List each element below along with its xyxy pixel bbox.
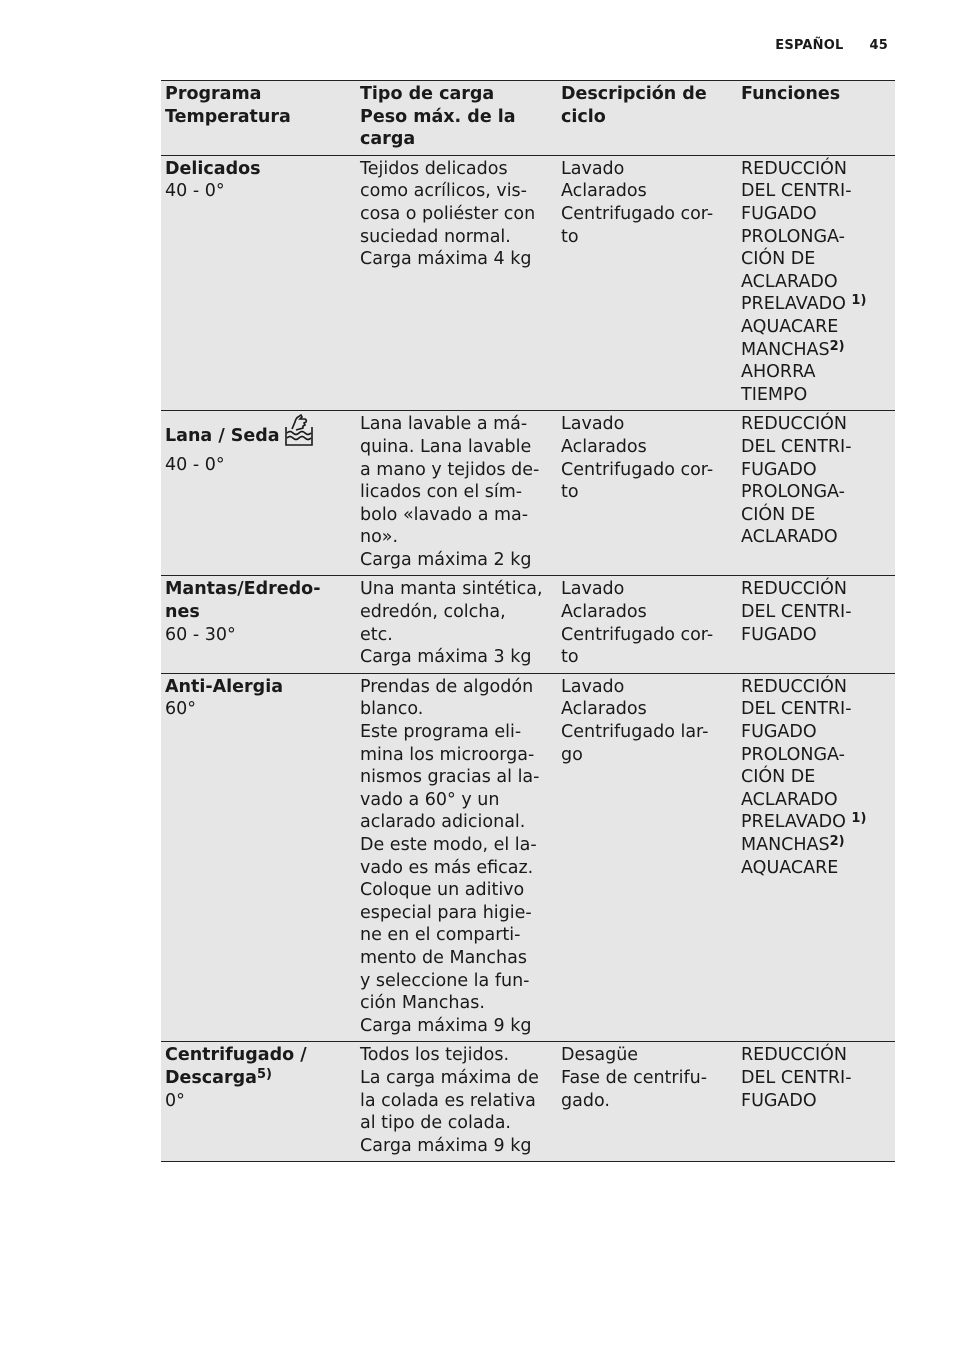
- program-temperature: 60°: [165, 699, 197, 720]
- text-line: bolo «lavado a ma-: [360, 504, 529, 525]
- load-description-cell: [356, 1042, 557, 1162]
- table-header-row: [161, 81, 895, 156]
- cycle-description-cell: [557, 411, 737, 576]
- function-line: MANCHAS$^{2)}$: [741, 834, 845, 855]
- function-line: PROLONGA-: [741, 482, 845, 503]
- text-line: aclarado adicional.: [360, 812, 526, 833]
- cycle-description-cell: [557, 673, 737, 1042]
- text-line: quina. Lana lavable: [360, 436, 532, 457]
- text-line: ción Manchas.: [360, 993, 485, 1014]
- footnote-marker: 2): [829, 338, 845, 354]
- program-name: Descarga$^{5)}$: [165, 1066, 272, 1088]
- function-line: AQUACARE: [741, 316, 839, 337]
- functions-cell: [737, 673, 895, 1042]
- program-name: Anti-Alergia: [165, 676, 284, 697]
- column-header-program: Programa Temperatura: [165, 84, 291, 127]
- text-line: Coloque un aditivo: [360, 880, 525, 901]
- table-row: [161, 1042, 895, 1162]
- text-line: gado.: [561, 1090, 610, 1111]
- load-description-cell: [356, 155, 557, 411]
- text-line: suciedad normal.: [360, 226, 511, 247]
- load-description-cell: [356, 576, 557, 673]
- function-line: AHORRA: [741, 362, 816, 383]
- text-line: Aclarados: [561, 699, 647, 720]
- load-description-cell: [356, 673, 557, 1042]
- text-line: licados con el sím-: [360, 482, 523, 503]
- table-row: [161, 576, 895, 673]
- text-line: Aclarados: [561, 436, 647, 457]
- text-line: mina los microorga-: [360, 744, 535, 765]
- function-line: ACLARADO: [741, 789, 838, 810]
- text-line: Aclarados: [561, 602, 647, 623]
- function-line: DEL CENTRI-: [741, 1067, 852, 1088]
- function-line: REDUCCIÓN: [741, 158, 847, 179]
- function-line: CIÓN DE: [741, 249, 816, 270]
- program-temperature: 0°: [165, 1090, 185, 1111]
- function-line: DEL CENTRI-: [741, 602, 852, 623]
- text-line: Centrifugado cor-: [561, 203, 714, 224]
- text-line: etc.: [360, 624, 393, 645]
- cycle-description-cell: [557, 576, 737, 673]
- text-line: Fase de centrifu-: [561, 1067, 708, 1088]
- footnote-marker: 1): [851, 811, 867, 827]
- text-line: Carga máxima 9 kg: [360, 1135, 532, 1156]
- function-line: CIÓN DE: [741, 504, 816, 525]
- text-line: Centrifugado lar-: [561, 722, 709, 743]
- text-line: Centrifugado cor-: [561, 459, 714, 480]
- text-line: Prendas de algodón: [360, 676, 534, 697]
- program-temperature: 40 - 0°: [165, 181, 225, 202]
- function-line: DEL CENTRI-: [741, 181, 852, 202]
- program-cell: [161, 1042, 356, 1162]
- column-header-load: Tipo de carga Peso máx. de la carga: [360, 84, 516, 150]
- text-line: vado a 60° y un: [360, 789, 500, 810]
- text-line: Carga máxima 4 kg: [360, 249, 532, 270]
- text-line: Desagüe: [561, 1045, 639, 1066]
- column-header-cycle: Descripción de ciclo: [561, 84, 707, 127]
- text-line: como acrílicos, vis-: [360, 181, 527, 202]
- function-line: PRELAVADO $^{1)}$: [741, 293, 867, 315]
- table-row: [161, 155, 895, 411]
- text-line: Tejidos delicados: [360, 158, 508, 179]
- function-line: AQUACARE: [741, 857, 839, 878]
- section-title: ESPAÑOL: [775, 38, 844, 53]
- function-line: ACLARADO: [741, 271, 838, 292]
- table-row: [161, 673, 895, 1042]
- text-line: Lana lavable a má-: [360, 414, 528, 435]
- footnote-marker: 2): [829, 834, 845, 849]
- text-line: ne en el comparti-: [360, 925, 521, 946]
- text-line: to: [561, 482, 579, 503]
- text-line: Lavado: [561, 158, 625, 179]
- text-line: Lavado: [561, 579, 625, 600]
- function-line: MANCHAS$^{2)}$: [741, 338, 845, 360]
- load-description-cell: [356, 411, 557, 576]
- text-line: Carga máxima 9 kg: [360, 1015, 532, 1036]
- program-cell: [161, 155, 356, 411]
- program-cell: [161, 576, 356, 673]
- text-line: a mano y tejidos de-: [360, 459, 540, 480]
- text-line: edredón, colcha,: [360, 602, 506, 623]
- text-line: Lavado: [561, 414, 625, 435]
- functions-cell: [737, 576, 895, 673]
- functions-cell: [737, 1042, 895, 1162]
- text-line: especial para higie-: [360, 902, 532, 923]
- function-line: REDUCCIÓN: [741, 676, 847, 697]
- text-line: Aclarados: [561, 181, 647, 202]
- text-line: no».: [360, 527, 399, 548]
- text-line: Una manta sintética,: [360, 579, 543, 600]
- text-line: to: [561, 226, 579, 247]
- cycle-description-cell: [557, 155, 737, 411]
- text-line: Carga máxima 2 kg: [360, 549, 532, 570]
- text-line: blanco.: [360, 699, 424, 720]
- function-line: DEL CENTRI-: [741, 699, 852, 720]
- column-header-functions: Funciones: [741, 84, 841, 104]
- text-line: al tipo de colada.: [360, 1113, 511, 1134]
- program-name: Lana / Seda: [165, 413, 352, 454]
- table-row: [161, 411, 895, 576]
- functions-cell: [737, 411, 895, 576]
- function-line: FUGADO: [741, 722, 817, 743]
- program-cell: [161, 673, 356, 1042]
- function-line: TIEMPO: [741, 384, 808, 405]
- function-line: PROLONGA-: [741, 744, 845, 765]
- function-line: REDUCCIÓN: [741, 579, 847, 600]
- program-temperature: 40 - 0°: [165, 454, 225, 475]
- program-temperature: 60 - 30°: [165, 624, 236, 645]
- text-line: y seleccione la fun-: [360, 970, 530, 991]
- text-line: go: [561, 744, 583, 765]
- text-line: la colada es relativa: [360, 1090, 536, 1111]
- function-line: FUGADO: [741, 203, 817, 224]
- text-line: cosa o poliéster con: [360, 203, 536, 224]
- footnote-marker: 1): [851, 293, 867, 309]
- text-line: Este programa eli-: [360, 722, 522, 743]
- text-line: Todos los tejidos.: [360, 1045, 510, 1066]
- hand-wash-icon: [284, 413, 314, 454]
- text-line: vado es más eficaz.: [360, 857, 534, 878]
- text-line: La carga máxima de: [360, 1067, 539, 1088]
- function-line: PRELAVADO $^{1)}$: [741, 811, 867, 833]
- function-line: ACLARADO: [741, 527, 838, 548]
- text-line: nismos gracias al la-: [360, 767, 540, 788]
- cycle-description-cell: [557, 1042, 737, 1162]
- text-line: to: [561, 647, 579, 668]
- text-line: Lavado: [561, 676, 625, 697]
- function-line: FUGADO: [741, 459, 817, 480]
- program-name: Centrifugado /: [165, 1045, 307, 1066]
- page-number: 45: [869, 38, 888, 53]
- function-line: CIÓN DE: [741, 767, 816, 788]
- footnote-marker: 5): [256, 1066, 272, 1082]
- text-line: Carga máxima 3 kg: [360, 647, 532, 668]
- text-line: Centrifugado cor-: [561, 624, 714, 645]
- function-line: PROLONGA-: [741, 226, 845, 247]
- program-cell: [161, 411, 356, 576]
- page-header: [775, 38, 888, 53]
- program-name: Mantas/Edredo-: [165, 579, 321, 600]
- text-line: mento de Manchas: [360, 947, 527, 968]
- functions-cell: [737, 155, 895, 411]
- program-name: Delicados: [165, 158, 261, 179]
- text-line: De este modo, el la-: [360, 835, 537, 855]
- function-line: DEL CENTRI-: [741, 436, 852, 457]
- function-line: FUGADO: [741, 624, 817, 645]
- program-name: nes: [165, 602, 200, 623]
- function-line: FUGADO: [741, 1090, 817, 1111]
- function-line: REDUCCIÓN: [741, 414, 847, 435]
- programs-table: [161, 80, 895, 1162]
- function-line: REDUCCIÓN: [741, 1045, 847, 1066]
